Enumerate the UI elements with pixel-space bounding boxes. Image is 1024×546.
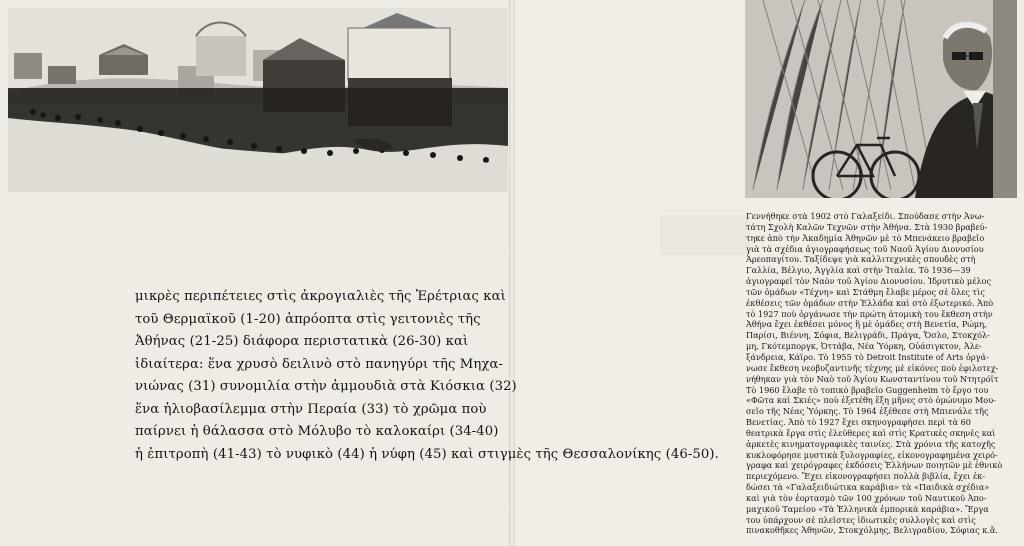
bio-line-7: ἁγιογραφεῖ τὸν Ναὸν τοῦ Ἁγίου Διονυσίου. Ἱδρυτικὸ μέλος xyxy=(746,276,991,287)
bio-line-29: του ὑπάρχουν σὲ πλεῖστες ἰδιωτικὲς συλλογὲς καὶ στὶς xyxy=(746,514,976,525)
description-line-4: ἰδιαίτερα: ἕνα χρυσὸ δειλινὸ στὸ πανηγύρι τῆς Μηχα- xyxy=(135,356,504,372)
exhibition-description xyxy=(135,286,719,466)
bio-line-21: θεατρικὰ ἔργα στὶς ἐλεύθερες καὶ στὶς Κρατικὲς σκηνὲς καὶ xyxy=(746,427,996,438)
bio-line-4: γιὰ τὰ σχέδια ἁγιογραφήσεως τοῦ Ναοῦ Ἁγίου Διονυσίου xyxy=(746,243,984,254)
bio-line-10: τὸ 1927 ποὺ ὀργάνωσε τὴν πρώτη ἀτομικὴ του ἔκθεση στὴν xyxy=(746,308,993,319)
artist-portrait-photo xyxy=(745,0,1017,198)
description-line-2: τοῦ Θερμαϊκοῦ (1-20) ἀπρόοπτα στὶς γειτονιὲς τῆς xyxy=(135,311,481,327)
description-line-7: παίρνει ἡ θάλασσα στὸ Μόλυβο τὸ καλοκαίρι (34-40) xyxy=(135,424,499,439)
bio-line-8: τῶν ὁμάδων «Τέχνη» καὶ Στάθμη ἔλαβε μέρος σὲ ὅλες τὶς xyxy=(746,286,985,297)
bio-line-22: ἀρκετὲς κινηματογραφικὲς ταινίες. Στὰ χρόνια τῆς κατοχῆς xyxy=(746,438,996,449)
bio-line-30: πινακοθῆκες Ἀθηνῶν, Στοκχόλμης, Βελιγραδίου, Σόφιας κ.ἄ. xyxy=(746,525,999,536)
bio-line-24: γραφα καὶ χειρόγραφες ἐκδόσεις Ἑλλήνων ποιητῶν μὲ ἐθνικὸ xyxy=(746,460,1003,471)
bio-line-1: Γεννήθηκε στὰ 1902 στὸ Γαλαξείδι. Σπούδασε στὴν Ἀνω- xyxy=(746,211,985,221)
bio-line-2: τάτη Σχολὴ Καλῶν Τεχνῶν στὴν Ἀθήνα. Στὰ 1930 βραβεύ- xyxy=(746,221,988,232)
bio-line-12: Παρίσι, Βιέννη, Σόφια, Βελιγράδι, Πράγα, Ὄσλο, Στοκχόλ- xyxy=(746,330,990,341)
bio-line-5: Ἀρεοπαγίτου. Ταξίδεψε γιὰ καλλιτεχνικὲς σπουδὲς στὴ xyxy=(746,254,976,265)
show-through-patch xyxy=(660,215,750,255)
bio-line-11: Ἀθήνα ἔχει ἐκθέσει μόνος ἢ μὲ ὁμάδες στὴ Βενετία, Ρώμη, xyxy=(746,319,987,330)
bio-line-26: δώσει τὰ «Γαλαξειδιώτικα καράβια» τὰ «Παιδικὰ σχέδια» xyxy=(746,482,990,493)
description-line-3: Ἀθήνας (21-25) διάφορα περιστατικὰ (26-30) καὶ xyxy=(135,334,469,349)
bio-line-13: μη, Γκότεμποργκ, Ὀττάβα, Νέα Ὑόρκη, Οὐάσιγκτον, Ἀλε- xyxy=(746,341,982,352)
bio-line-17: Τὸ 1960 ἔλαβε τὸ τοπικὸ βραβεῖο Guggenheim τὸ ἔργο του xyxy=(746,384,989,395)
bio-line-28: μαχικοῦ Ταμείου «Τὰ Ἑλληνικὰ ἐμπορικὰ καράβια». Ἔργα xyxy=(746,503,989,514)
crowd-at-fair-illustration xyxy=(8,8,508,192)
bio-line-18: «Φῶτα καὶ Σκιές» ποὺ ἐξετέθη ἕξη μῆνες στὸ ὁμώνυμο Μου- xyxy=(746,395,996,406)
bio-line-25: περιεχόμενο. Ἔχει εἰκονογραφήσει πολλὰ βιβλία, ἔχει ἐκ- xyxy=(746,471,986,482)
bio-line-27: καὶ γιὰ τὸν ἑορτασμὸ τῶν 100 χρόνων τοῦ Ναυτικοῦ Ἀπο- xyxy=(746,492,987,503)
description-line-1: μικρὲς περιπέτειες στὶς ἀκρογιαλιὲς τῆς Ἐρέτριας καὶ xyxy=(135,289,506,304)
description-line-6: ἕνα ἡλιοβασίλεμμα στὴν Περαία (33) τὸ χρῶμα ποὺ xyxy=(135,401,487,417)
bio-line-3: τηκε ἀπὸ τὴν Ἀκαδημία Ἀθηνῶν μὲ τὸ Μπενάκειο βραβεῖο xyxy=(746,232,985,243)
bio-line-15: νωσε ἔκθεση νεοβυζαντινῆς τέχνης μὲ εἰκόνες ποὺ ἐφιλοτεχ- xyxy=(746,362,999,373)
artist-biography xyxy=(746,211,1014,536)
bio-line-16: νήθηκαν γιὰ τὸν Ναὸ τοῦ Ἁγίου Κωνσταντίνου τοῦ Ντητρόϊτ xyxy=(746,373,999,384)
bio-line-6: Γαλλία, Βέλγιο, Ἀγγλία καὶ στὴν Ἰταλία. Τὸ 1936—39 xyxy=(746,265,971,276)
description-line-5: νιώνας (31) συνομιλία στὴν ἀμμουδιὰ στὰ Κιόσκια (32) xyxy=(135,379,517,394)
bio-line-14: ξάνδρεια, Κάϊρο. Τὸ 1955 τὸ Detroit Institute of Arts ὀργά- xyxy=(746,351,989,362)
bio-line-23: κυκλοφόρησε μυστικὰ ξυλογραφίες, εἰκονογραφημένα χειρό- xyxy=(746,449,998,460)
description-line-8: ἡ ἐπιτροπὴ (41-43) τὸ νυφικὸ (44) ἡ νύφη (45) καὶ στιγμὲς τῆς Θεσσαλονίκης (46-50). xyxy=(135,446,719,462)
bio-line-20: Βενετίας. Ἀπὸ τὸ 1927 ἔχει σκηνογραφήσει περὶ τὰ 60 xyxy=(746,417,971,428)
bio-line-9: ἐκθέσεις τῶν ὁμάδων στὴν Ἑλλάδα καὶ στὸ ἐξωτερικό. Ἀπὸ xyxy=(746,297,994,308)
bio-line-19: σεῖο τῆς Νέας Ὑόρκης. Τὸ 1964 ἐξέθεσε στὴ Μπιενάλε τῆς xyxy=(746,406,989,417)
